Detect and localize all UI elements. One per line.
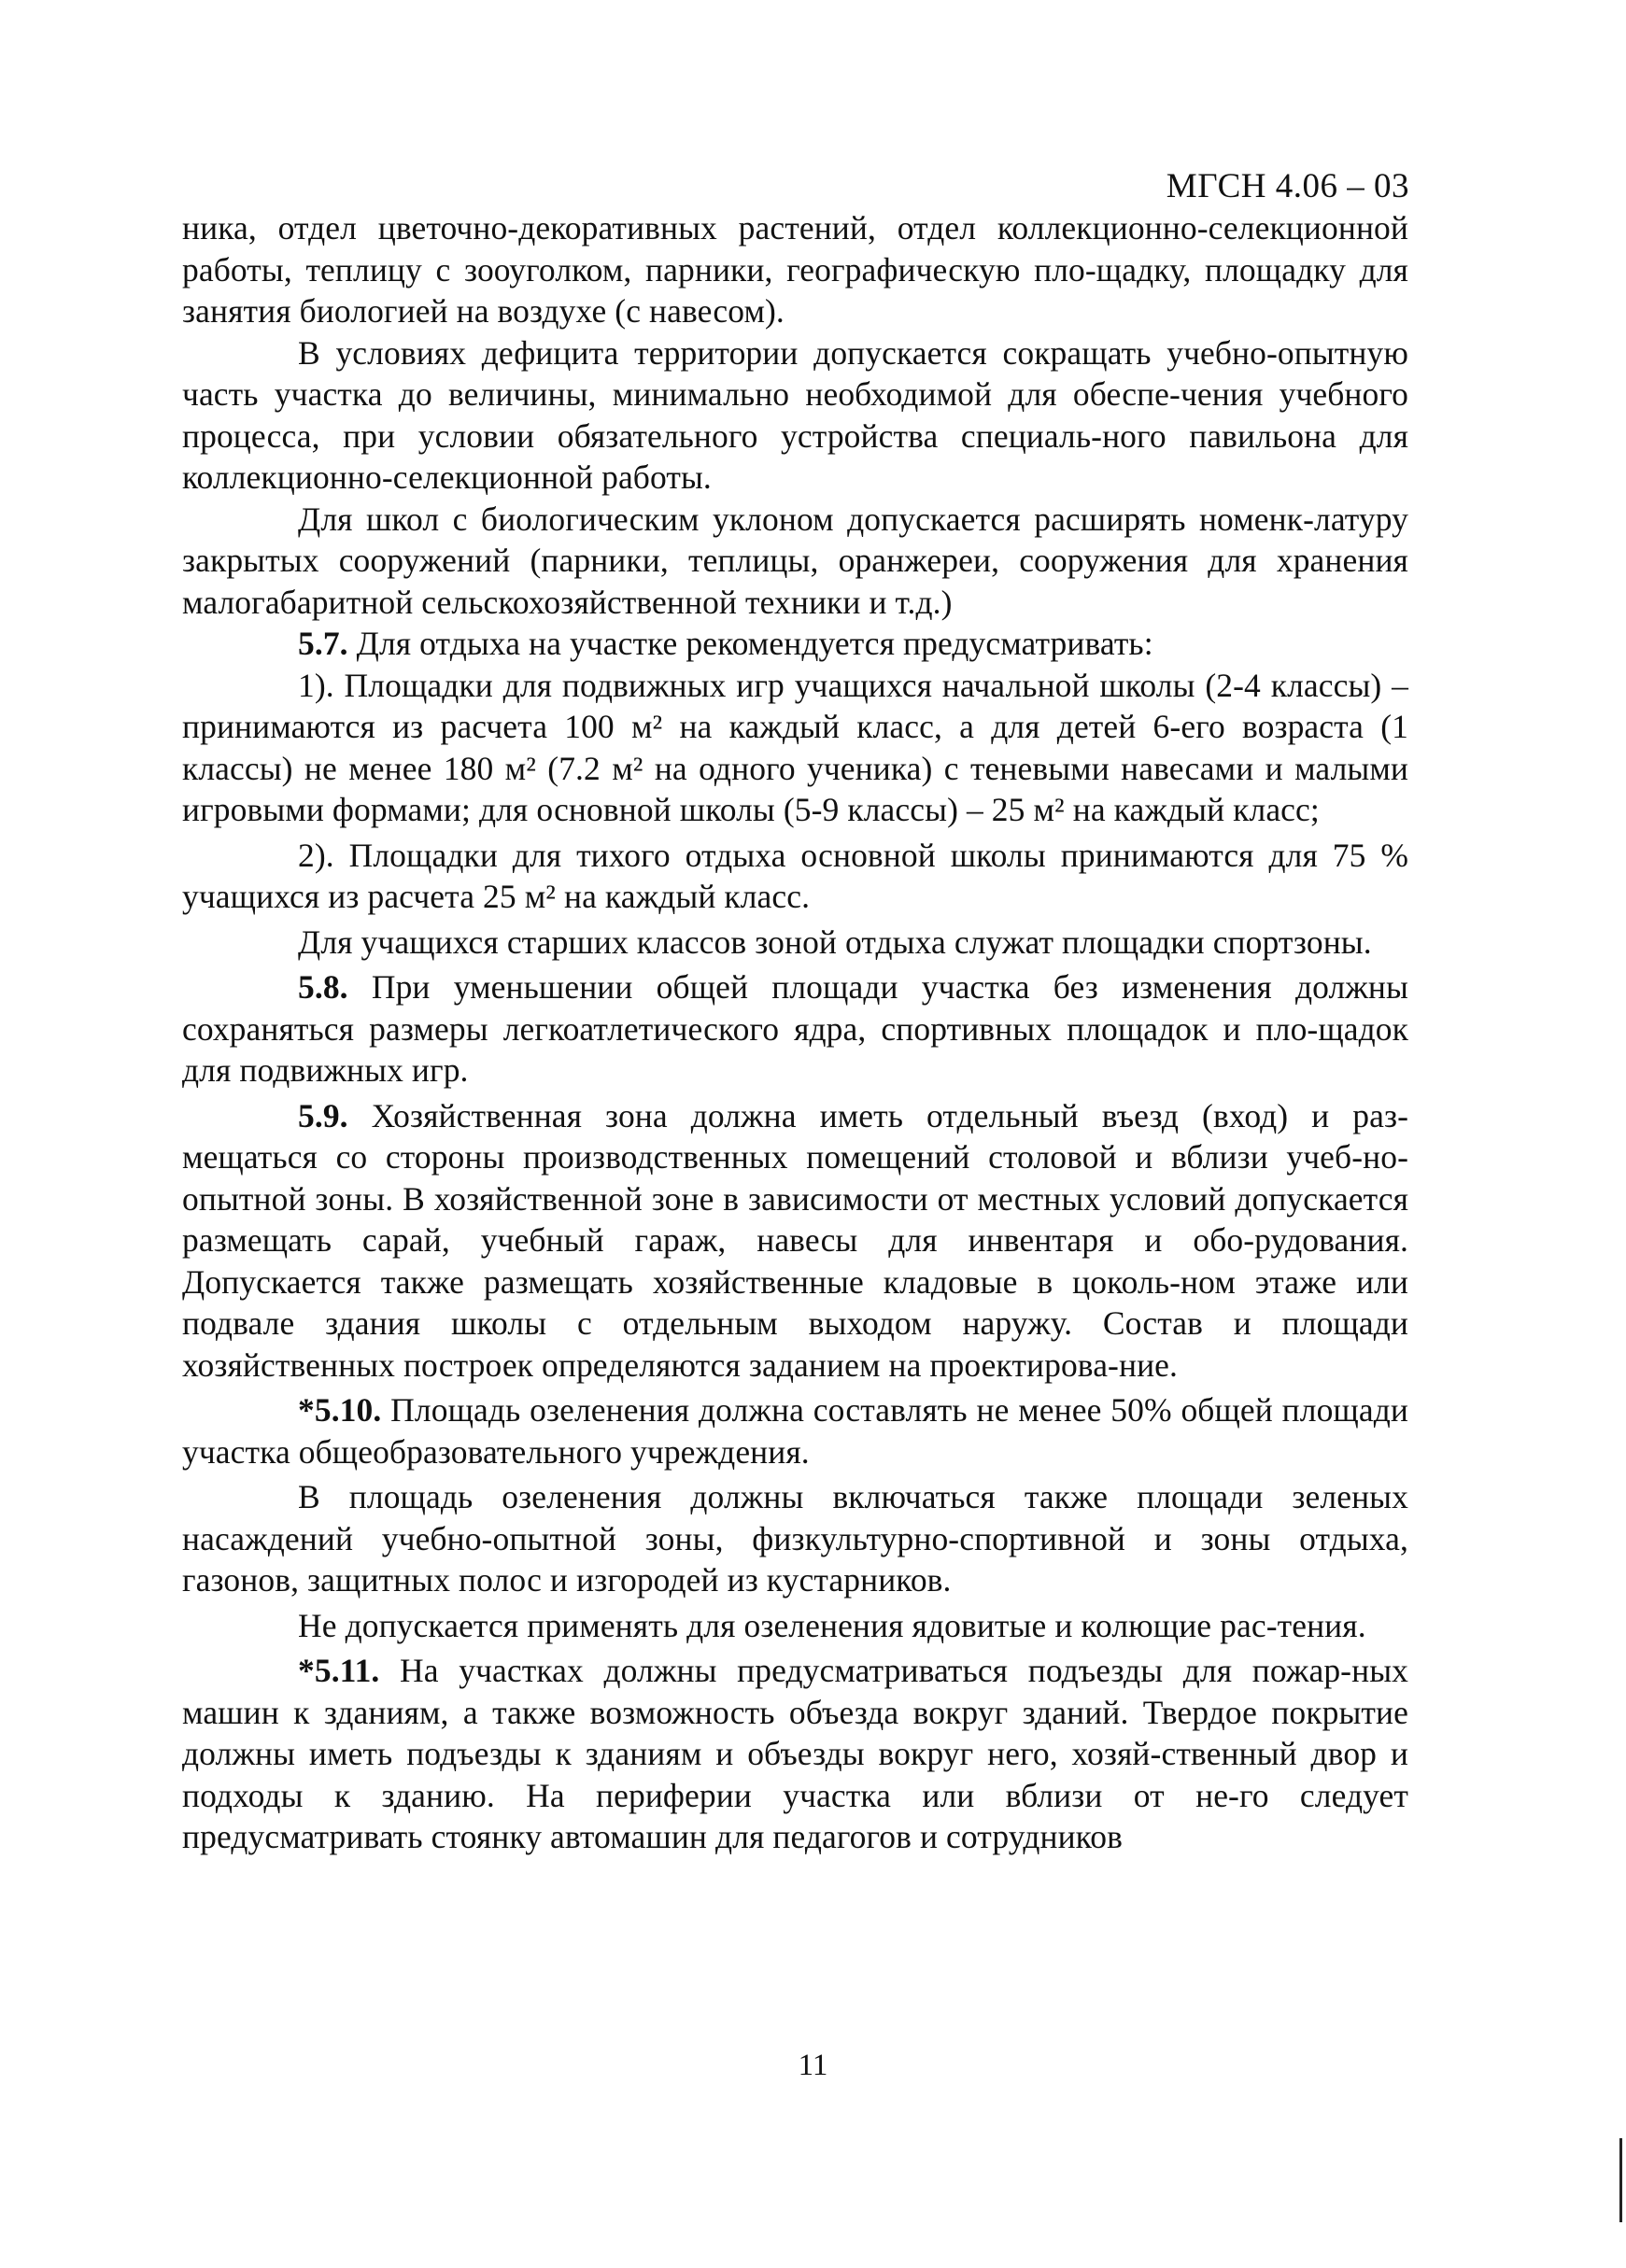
paragraph-text: На участках должны предусматриваться подъезды для пожар-ных машин к зданиям, а также возможность объезда вокруг зданий. Твердое покрытие должны иметь подъезды к зданиям и объезды вокруг него, хозяй-ственный двор и подходы к зданию. На периферии участка или вблизи от не-го следует предусматривать стоянку автомашин для педагогов и сотрудников	[182, 1652, 1408, 1855]
paragraph-continuation	[182, 207, 1408, 332]
scan-edge-mark	[1619, 2138, 1622, 2222]
section-number: 5.7.	[298, 625, 348, 662]
paragraph	[182, 1605, 1408, 1647]
document-code: МГСН 4.06 – 03	[1166, 167, 1409, 205]
paragraph-text: Для учащихся старших классов зоной отдыха служат площадки спортзоны.	[298, 923, 1372, 961]
paragraph	[182, 922, 1408, 964]
paragraph-text: При уменьшении общей площади участка без изменения должны сохраняться размеры легкоатлетического ядра, спортивных площадок и пло-щадок для подвижных игр.	[182, 968, 1408, 1089]
document-body	[182, 207, 1408, 1858]
paragraph	[182, 332, 1408, 499]
list-item-2	[182, 835, 1408, 918]
paragraph	[182, 1476, 1408, 1601]
paragraph-text: Хозяйственная зона должна иметь отдельный въезд (вход) и раз-мещаться со стороны производственных помещений столовой и вблизи учеб-но-опытной зоны. В хозяйственной зоне в зависимости от местных условий допускается размещать сарай, учебный гараж, навесы для инвентаря и обо-рудования. Допускается также размещать хозяйственные кладовые в цоколь-ном этаже или подвале здания школы с отдельным выходом наружу. Состав и площади хозяйственных построек определяются заданием на проектирова-ние.	[182, 1096, 1408, 1384]
paragraph-text: В площадь озеленения должны включаться также площади зеленых насаждений учебно-опытной зоны, физкультурно-спортивной и зоны отдыха, газонов, защитных полос и изгородей из кустарников.	[182, 1478, 1408, 1599]
section-5-8	[182, 966, 1408, 1092]
paragraph-text: Для отдыха на участке рекомендуется предусматривать:	[347, 625, 1153, 662]
section-5-7	[182, 623, 1408, 665]
paragraph-text: Не допускается применять для озеленения ядовитые и колющие рас-тения.	[298, 1606, 1366, 1644]
section-number: 5.9.	[298, 1096, 348, 1134]
paragraph-text: В условиях дефицита территории допускается сокращать учебно-опытную часть участка до величины, минимально необходимой для обеспе-чения учебного процесса, при условии обязательного устройства специаль-ного павильона для коллекционно-селекционной работы.	[182, 333, 1408, 496]
paragraph	[182, 499, 1408, 624]
page-number: 11	[798, 2049, 828, 2082]
paragraph-text: 2). Площадки для тихого отдыха основной школы принимаются для 75 % учащихся из расчета 25 м² на каждый класс.	[182, 836, 1408, 915]
list-item-1	[182, 665, 1408, 831]
paragraph-text: ника, отдел цветочно-декоративных растений, отдел коллекционно-селекционной работы, теплицу с зооуголком, парники, географическую пло-щадку, площадку для занятия биологией на воздухе (с навесом).	[182, 209, 1408, 330]
section-number: 5.8.	[298, 968, 348, 1006]
paragraph-text: Для школ с биологическим уклоном допускается расширять номенк-латуру закрытых сооружений (парники, теплицы, оранжереи, сооружения для хранения малогабаритной сельскохозяйственной техники и т.д.)	[182, 500, 1408, 621]
paragraph-text: Площадь озеленения должна составлять не менее 50% общей площади участка общеобразовательного учреждения.	[182, 1391, 1408, 1471]
section-5-11	[182, 1650, 1408, 1858]
section-number: *5.10.	[298, 1391, 382, 1429]
section-5-9	[182, 1095, 1408, 1387]
section-number: *5.11.	[298, 1652, 380, 1689]
section-5-10	[182, 1389, 1408, 1472]
paragraph-text: 1). Площадки для подвижных игр учащихся начальной школы (2-4 классы) –принимаются из расчета 100 м² на каждый класс, а для детей 6-его возраста (1 классы) не менее 180 м² (7.2 м² на одного ученика) с теневыми навесами и малыми игровыми формами; для основной школы (5-9 классы) – 25 м² на каждый класс;	[182, 666, 1408, 828]
